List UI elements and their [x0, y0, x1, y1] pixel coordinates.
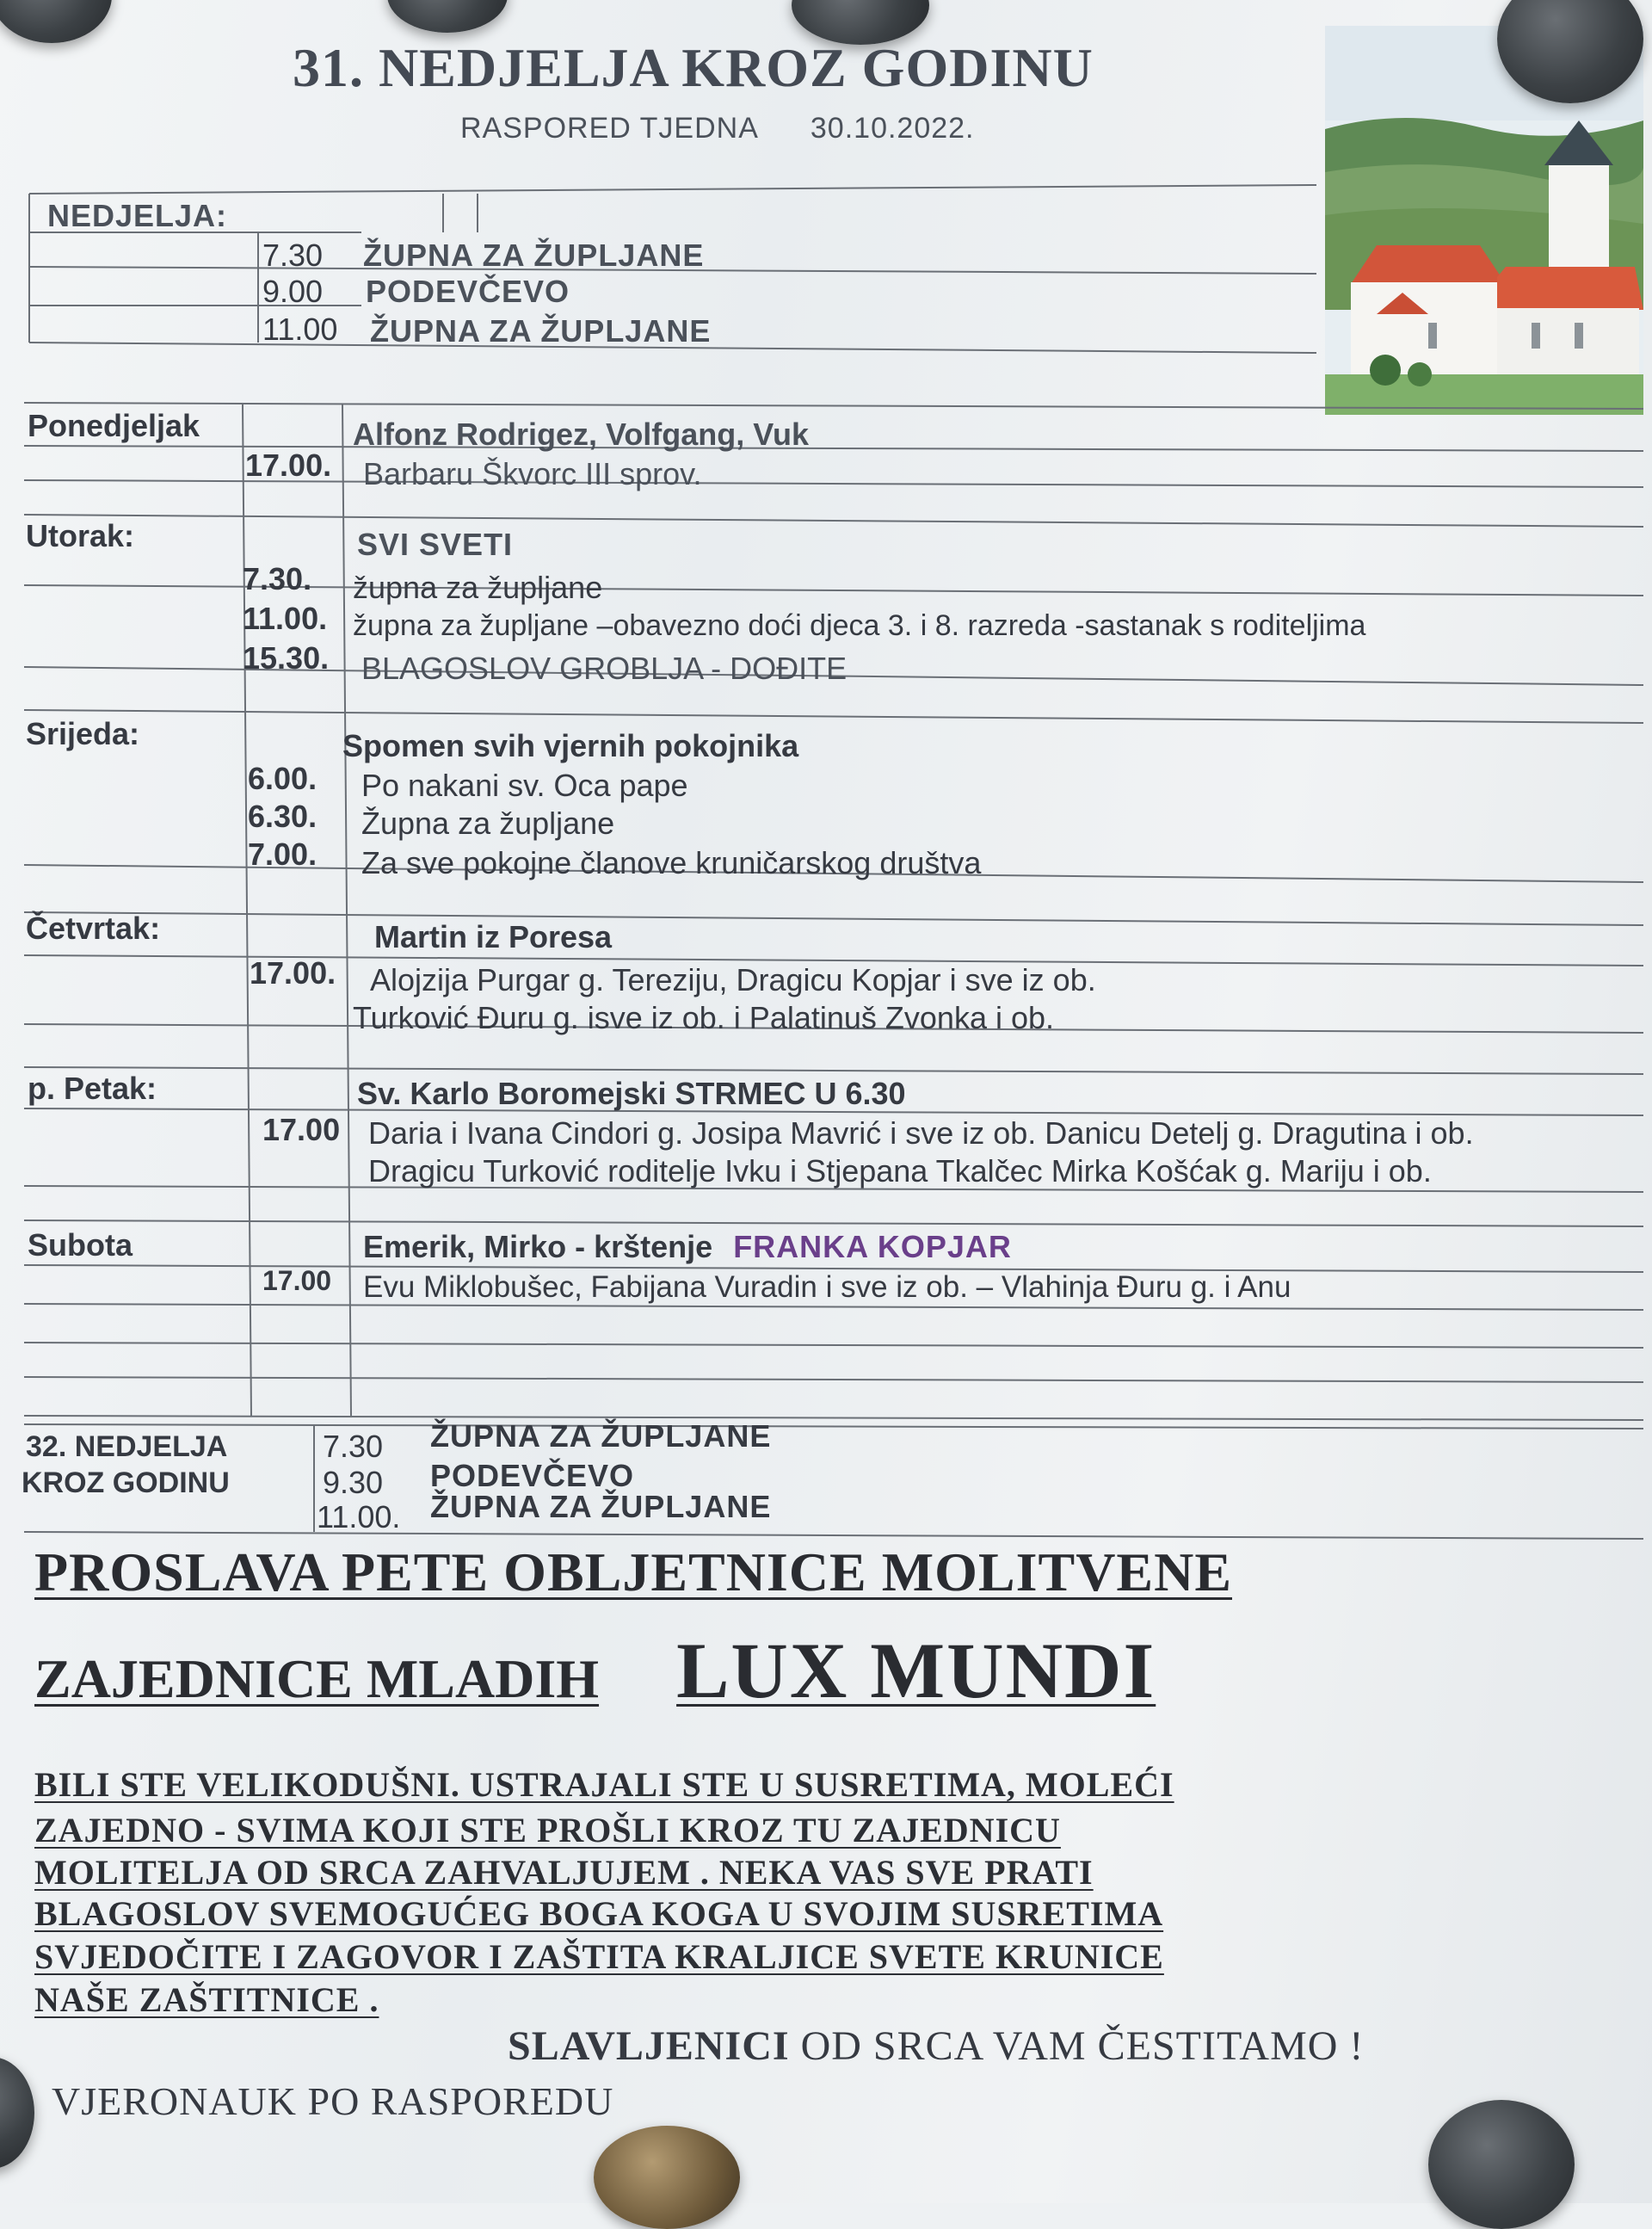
- baptism-name: FRANKA KOPJAR: [733, 1229, 1012, 1264]
- announcement-body-6: NAŠE ZAŠTITNICE .: [34, 1980, 379, 2019]
- next-sunday-label-2: KROZ GODINU: [22, 1466, 230, 1499]
- time-tuesday-3: 15.30.: [243, 640, 330, 676]
- next-sunday-mass-3: ŽUPNA ZA ŽUPLJANE: [430, 1489, 772, 1524]
- mass-friday-1b: Dragicu Turković roditelje Ivku i Stjepana Tkalčec Mirka Košćak g. Mariju i ob.: [368, 1153, 1432, 1189]
- sunday-time-1: 7.30: [262, 238, 324, 273]
- next-sunday-mass-1: ŽUPNA ZA ŽUPLJANE: [430, 1418, 772, 1454]
- mass-thursday-1: Alojzija Purgar g. Tereziju, Dragicu Kopjar i sve iz ob.: [370, 962, 1096, 997]
- sunday-mass-1: ŽUPNA ZA ŽUPLJANE: [363, 238, 705, 273]
- time-tuesday-2: 11.00.: [243, 601, 328, 636]
- next-sunday-time-2: 9.30: [323, 1465, 384, 1500]
- sunday-label: NEDJELJA:: [47, 198, 228, 233]
- time-monday-1: 17.00.: [245, 448, 332, 483]
- mass-friday-1: Daria i Ivana Cindori g. Josipa Mavrić i sve iz ob. Danicu Detelj g. Dragutina i ob.: [368, 1115, 1474, 1151]
- page-title: 31. NEDJELJA KROZ GODINU: [293, 37, 1094, 98]
- sunday-mass-2: PODEVČEVO: [366, 274, 570, 309]
- sunday-mass-3: ŽUPNA ZA ŽUPLJANE: [370, 313, 712, 349]
- congratulations-bold: SLAVLJENICI: [508, 2023, 790, 2069]
- mass-wednesday-3: Za sve pokojne članove kruničarskog društva: [361, 845, 982, 880]
- time-wednesday-3: 7.00.: [248, 837, 317, 872]
- mass-wednesday-1: Po nakani sv. Oca pape: [361, 768, 688, 803]
- catechism-footer: VJERONAUK PO RASPOREDU: [52, 2079, 614, 2123]
- time-saturday-1: 17.00: [262, 1265, 332, 1296]
- mass-monday-1: Barbaru Škvorc III sprov.: [363, 456, 702, 491]
- announcement-body-4: BLAGOSLOV SVEMOGUĆEG BOGA KOGA U SVOJIM SUSRETIMA: [34, 1894, 1164, 1933]
- congratulations-rest: OD SRCA VAM ČESTITAMO !: [789, 2023, 1365, 2069]
- announcement-body-3: MOLITELJA OD SRCA ZAHVALJUJEM . NEKA VAS SVE PRATI: [34, 1853, 1094, 1892]
- next-sunday-time-3: 11.00.: [317, 1499, 401, 1534]
- day-label-thursday: Četvrtak:: [26, 911, 161, 946]
- announcement-heading-2: [34, 1625, 1156, 1716]
- feast-friday: Sv. Karlo Boromejski STRMEC U 6.30: [357, 1076, 906, 1111]
- feast-wednesday: Spomen svih vjernih pokojnika: [342, 728, 799, 763]
- subtitle-text: RASPORED TJEDNA: [460, 112, 759, 145]
- mass-tuesday-3: BLAGOSLOV GROBLJA - DOĐITE: [361, 651, 848, 686]
- time-thursday-1: 17.00.: [250, 955, 336, 991]
- lux-mundi: LUX MUNDI: [676, 1627, 1156, 1714]
- day-label-monday: Ponedjeljak: [28, 408, 200, 443]
- feast-thursday: Martin iz Poresa: [374, 919, 613, 954]
- congratulations-line: [508, 2022, 1364, 2070]
- feast-tuesday: SVI SVETI: [357, 527, 514, 562]
- day-label-wednesday: Srijeda:: [26, 716, 140, 751]
- feast-saturday-text: Emerik, Mirko - krštenje: [363, 1229, 713, 1264]
- announcement-body-2: ZAJEDNO - SVIMA KOJI STE PROŠLI KROZ TU ZAJEDNICU: [34, 1811, 1061, 1849]
- time-wednesday-2: 6.30.: [248, 799, 317, 834]
- next-sunday-time-1: 7.30: [323, 1429, 384, 1464]
- announcement-body-5: SVJEDOČITE I ZAGOVOR I ZAŠTITA KRALJICE SVETE KRUNICE: [34, 1937, 1164, 1976]
- day-label-friday: p. Petak:: [28, 1071, 157, 1106]
- sunday-time-3: 11.00: [262, 312, 338, 347]
- next-sunday-label-1: 32. NEDJELJA: [26, 1430, 228, 1463]
- mass-saturday-1: Evu Miklobušec, Fabijana Vuradin i sve iz ob. – Vlahinja Đuru g. i Anu: [363, 1270, 1291, 1304]
- mass-tuesday-1: župna za župljane: [353, 570, 603, 605]
- sunday-time-2: 9.00: [262, 274, 324, 309]
- mass-thursday-1b: Turković Đuru g. isve iz ob. i Palatinuš Zvonka i ob.: [353, 1000, 1055, 1035]
- mass-wednesday-2: Župna za župljane: [361, 806, 615, 841]
- feast-monday: Alfonz Rodrigez, Volfgang, Vuk: [353, 417, 809, 452]
- time-tuesday-1: 7.30.: [243, 561, 312, 596]
- schedule-date: 30.10.2022.: [810, 112, 975, 145]
- next-sunday-mass-2: PODEVČEVO: [430, 1458, 635, 1493]
- day-label-saturday: Subota: [28, 1227, 133, 1263]
- announcement-body-1: BILI STE VELIKODUŠNI. USTRAJALI STE U SUSRETIMA, MOLEĆI: [34, 1765, 1174, 1804]
- announcement-heading-2a: ZAJEDNICE MLADIH: [34, 1648, 600, 1709]
- time-friday-1: 17.00: [262, 1112, 341, 1147]
- time-wednesday-1: 6.00.: [248, 761, 317, 796]
- day-label-tuesday: Utorak:: [26, 518, 135, 553]
- mass-tuesday-2: župna za župljane –obavezno doći djeca 3. i 8. razreda -sastanak s roditeljima: [353, 609, 1366, 642]
- announcement-heading-1: PROSLAVA PETE OBLJETNICE MOLITVENE: [34, 1541, 1232, 1602]
- feast-saturday: [363, 1229, 1012, 1265]
